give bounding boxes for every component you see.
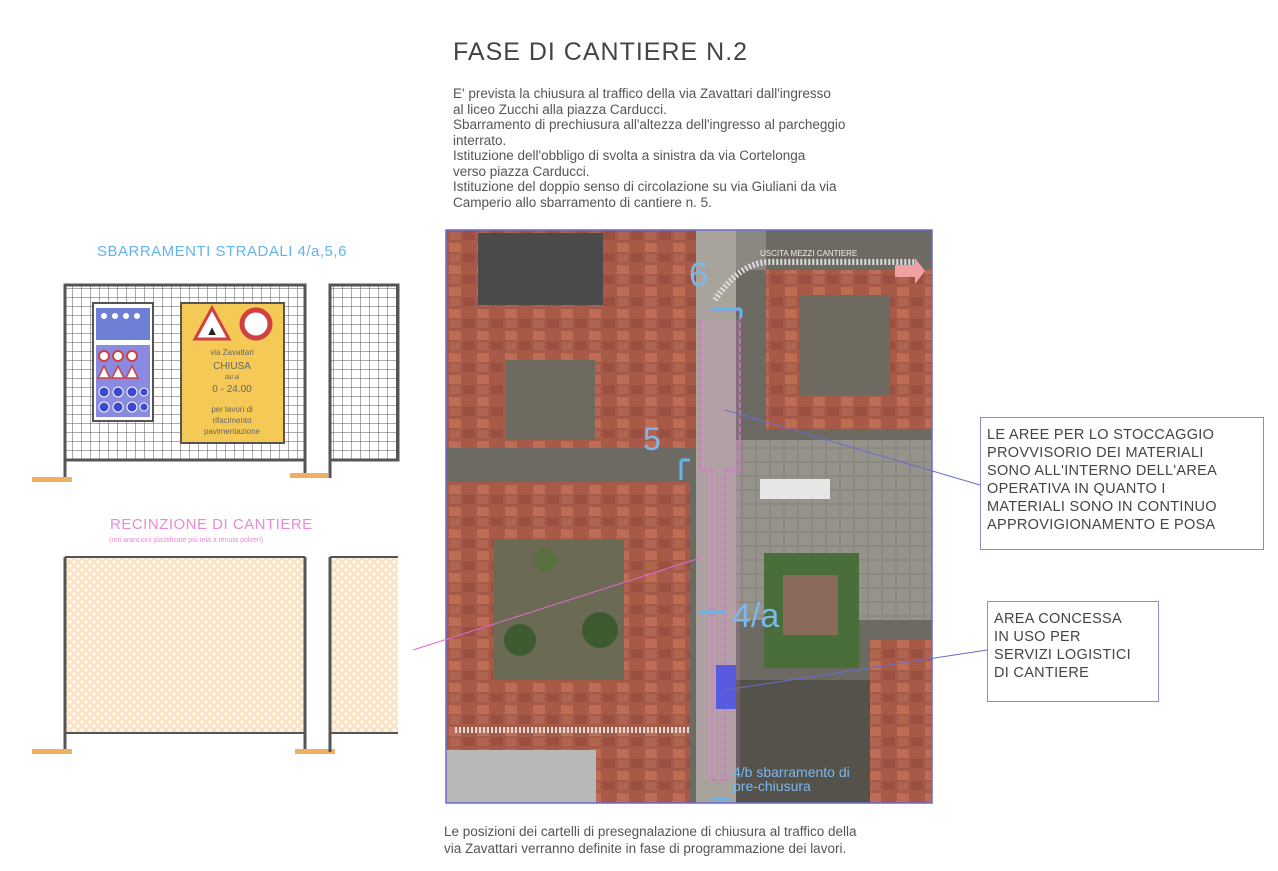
sign-line: via Zavattari	[210, 348, 254, 357]
description-line: al liceo Zucchi alla piazza Carducci.	[453, 101, 667, 117]
description-line: verso piazza Carducci.	[453, 163, 590, 179]
svg-text:▲: ▲	[205, 323, 219, 338]
page-title: FASE DI CANTIERE N.2	[453, 38, 749, 66]
footer-line: Le posizioni dei cartelli di presegnalazione di chiusura al traffico della	[444, 824, 857, 839]
description-line: interrato.	[453, 132, 507, 148]
description-line: E' prevista la chiusura al traffico della via Zavattari dall'ingresso	[453, 86, 831, 101]
note-line: APPROVIGIONAMENTO E POSA	[987, 517, 1216, 533]
sign-line: 0 - 24.00	[212, 384, 252, 395]
logistics-area	[716, 665, 736, 709]
sign-line: pavimentazione	[203, 427, 261, 436]
note-line: LE AREE PER LO STOCCAGGIO	[987, 427, 1215, 443]
note-line: OPERATIVA IN QUANTO I	[987, 481, 1166, 497]
barrier-4b-label: pre-chiusura	[733, 778, 811, 794]
barrier-drawing	[32, 285, 398, 482]
barriers-caption: SBARRAMENTI STRADALI 4/a,5,6	[97, 243, 347, 260]
exit-label: USCITA MEZZI CANTIERE	[760, 249, 858, 258]
note-line: DI CANTIERE	[994, 665, 1090, 681]
note-line: IN USO PER	[994, 629, 1081, 645]
sign-line: CHIUSA	[213, 361, 251, 372]
footer-note	[444, 823, 964, 857]
fence-subcaption: (reti arancioni plastificate più tela a tenuta polveri)	[109, 537, 264, 544]
aerial-map	[446, 230, 932, 803]
barrier-5-label: 5	[643, 421, 661, 457]
logistics-note	[987, 601, 1159, 702]
note-line: SONO ALL'INTERNO DELL'AREA	[987, 463, 1218, 479]
description-line: Istituzione del doppio senso di circolazione su via Giuliani da via	[453, 179, 837, 194]
storage-note	[980, 417, 1264, 550]
barrier-6-label: 6	[689, 256, 708, 294]
barrier-4b-label: 4/b sbarramento di	[733, 764, 850, 780]
sign-line: dal al	[224, 375, 240, 381]
note-line: MATERIALI SONO IN CONTINUO	[987, 499, 1217, 515]
no-entry-icon	[242, 310, 270, 338]
sign-line: rifacimento	[212, 416, 252, 425]
footer-line: via Zavattari verranno definite in fase di programmazione dei lavori.	[444, 841, 847, 856]
description-line: Istituzione dell'obbligo di svolta a sinistra da via Cortelonga	[453, 148, 806, 163]
description-line: Sbarramento di prechiusura all'altezza dell'ingresso al parcheggio	[453, 117, 846, 132]
note-line: AREA CONCESSA	[994, 611, 1122, 627]
sign-line: per lavori di	[211, 405, 253, 414]
fence-drawing	[32, 557, 398, 754]
note-line: SERVIZI LOGISTICI	[994, 647, 1131, 663]
description-line: Camperio allo sbarramento di cantiere n. 5.	[453, 194, 712, 210]
barrier-4a-label: 4/a	[732, 597, 780, 635]
fence-caption: RECINZIONE DI CANTIERE	[110, 516, 313, 533]
note-line: PROVVISORIO DEI MATERIALI	[987, 445, 1204, 461]
